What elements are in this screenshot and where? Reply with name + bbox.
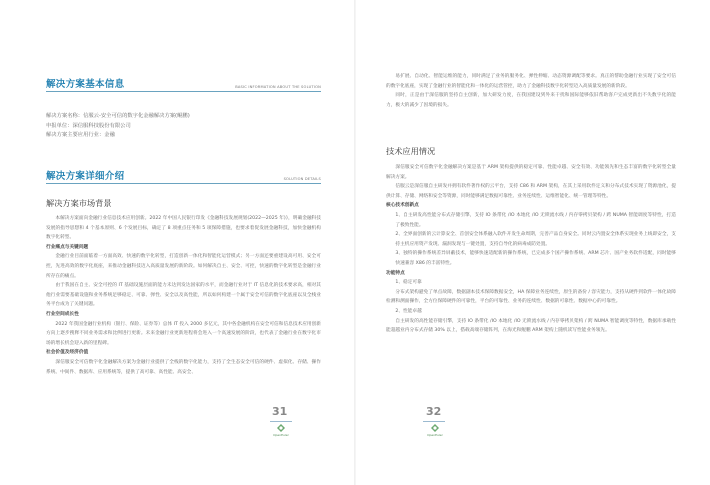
paragraph: 信服云是深信服自主研发并拥有软件著作权的云平台，支持 C86 和 ARM 架构，在其上采用软件定义和分布式技术实现了资源池化，提供计算、存储、网络和安全等资源，同时能够满足数据可靠性、业务连续性、运维智能化、统一管理等特性。 [386,184,676,199]
list-item: 3、独特的操作系统差异屏蔽技术，能够快速适配新的操作系统，已完成多个国产操作系统、ARM 芯片、国产业务软件适配，同时能够快速兼容 X86 的丰富特性。 [395,251,676,266]
logo-mark-icon [431,424,439,432]
openeuler-logo: OpenEuler [422,424,448,438]
subheading: 社会价值及经济价值 [46,350,89,356]
paragraph: 分布式架构避免了单点故障，数据副本技术保障数据安全，HA 保障业务连续性，原生的备份 / 容灾能力，支持从硬件到软件一体化故障检测和测面操作，全方位保障硬件的可靠性，平台的可靠性、业务的连续性、数据的可靠性、数据中心的可靠性。 [386,289,676,305]
paragraph: 2022 年我国金融行业机构（银行、保险、证券等）总体 IT 投入 2000 多亿元，其中各金融机构在安全可信和信息技术应用创新方向上逐步搜释不同业务需求和比例进行更新。未来金融行业更新进程将会进入一个高速发展的阶段，也代表了金融行业在数字化市场的增长机会迎入新的里程碑。 [46,321,321,346]
subheading: 核心技术创新点 [386,203,419,209]
heading-market-background: 解决方案市场背景 [46,198,112,208]
page-number: 32 [426,405,442,418]
page-number-rule [270,421,292,422]
section-subtitle-en: SOLUTION DETAILS [283,177,321,181]
list-item: 2、性能卓越 [395,308,422,314]
page-32 [355,0,710,485]
subheading: 行业空间成长性 [46,311,79,317]
paragraph: 同时，正是由于深信服的坚持自主创新，加大研发力度，在我国建设到外来干扰和国际能够依旧帮助客户完成更新出不失数字化的能力，极大的减少了因境的损失。 [386,93,676,108]
section-subtitle-en: BASIC INFORMATION ABOUT THE SOLUTION [235,85,321,89]
list-item: 2、全界面创新的云计算安全、首创安全体系融入软件开发生命周期，完善产品自身安全。同时云内置安全体系实现业务上线即安全，支持主机应用资产发现、漏洞发现与一键处置，支持自导化的病毒成防处置。 [395,232,676,247]
market-body [46,214,321,404]
tech-body [386,163,676,403]
paragraph: 本解决方案面向金融行业信息技术应用创新。2022 年中国人民银行印发《金融科技发展规划(2022—2025 年)》，明确金融科技发展的指导思想和 4 个基本原则、6 个发展目标，确定了 8 项重点任务和 5 项保障措施，也要求着促发展金融科技，加快金融机构数字化转型。 [46,216,321,241]
info-industry: 解决方案主要应用行业：金融 [46,132,115,139]
paragraph: 深信服安全可信数字化金融解决方案为金融行业提供了全栈的数字化能力，支持了全生态安全可信的硬件、虚拟化、存储、操作系统、中间件、数据库、应用系统等，提供了高可靠、高性能、高安全、 [46,359,321,375]
paragraph: 自主研发的高性能存储引擎，支持 IO 条带化 /IO 本地化 /IO 无锁流水线 / 内存零拷贝架构 / 跨 NUMA 智能调度等特性，数据库承载性能超越业内分布式存储 30% 以上，搭载高端存储阵列，在海光和鲲鹏 ARM 架构上随机读写性能业务领先。 [386,318,676,334]
continued-text [386,72,676,110]
section-title: 解决方案详细介绍 [46,171,125,182]
info-solution-name: 解决方案名称：信服云-安全可信的数字化金融解决方案(鲲鹏) [46,113,190,119]
paragraph: 金融行业目前面临着一方面高效、快速的数字化转型，打造创新一体化和智能化运营模式；另一方面还要重建设高可用、安全可控，先进高效的数字化底座，来推动金融科技迈入高质量发展的新阶段。如何解决自主、安全、可控，快速的数字化转型是金融行业所存在的痛点。 [46,254,321,279]
paragraph: 深信服安全可信数字化金融解决方案是基于 ARM 架构提供的稳定可靠、性能卓越、安全有效、功能领先和生态丰富的数字化转型全量解决方案。 [386,165,676,180]
basic-info-list [46,112,321,141]
subheading: 功能特点 [386,270,405,276]
list-item: 1、稳定可靠 [395,280,422,286]
page-number: 31 [272,405,288,418]
section-header-details [46,169,321,184]
info-applicant: 申报单位：深信服科技股份有限公司 [46,122,131,129]
logo-mark-icon [277,424,285,432]
paragraph: 易扩展、自动化、智能运维的能力，同时满足了业务的服务化、弹性伸缩、动态资源调配等要求。真正的帮助金融行业实现了安全可信的数字化底座，实现了金融行业的智能化和一体化的运营管控，助力了金融科技数字化转型迈入高质量发展的新阶段。 [386,74,676,89]
paragraph: 由于我国在自主、安全可控的 IT 基础设施层面的能力未达到发达国家的水平，而金融行业对于 IT 信息化的技术要求高，相对其他行业需要基础设施和业务系统足够稳定、可靠、弹性、安全以及高性能，所以如何构建一个属于安全可信的数字化底座以及全栈业务平台成为了关键问题。 [46,283,321,308]
list-item: 1、自主研发高性能分布式存储引擎，支持 IO 条带化 /IO 本地化 /IO 无锁流水线 / 内存零拷贝架构 / 跨 NUMA 智能调度等特性，打造了极致性能。 [395,212,676,228]
openeuler-logo: OpenEuler [268,424,294,438]
section-title: 解决方案基本信息 [46,79,125,90]
section-header-basic-info [46,77,321,92]
page-number-rule [423,421,445,422]
heading-tech-application: 技术应用情况 [386,146,436,156]
subheading: 行业痛点与关键问题 [46,244,89,250]
